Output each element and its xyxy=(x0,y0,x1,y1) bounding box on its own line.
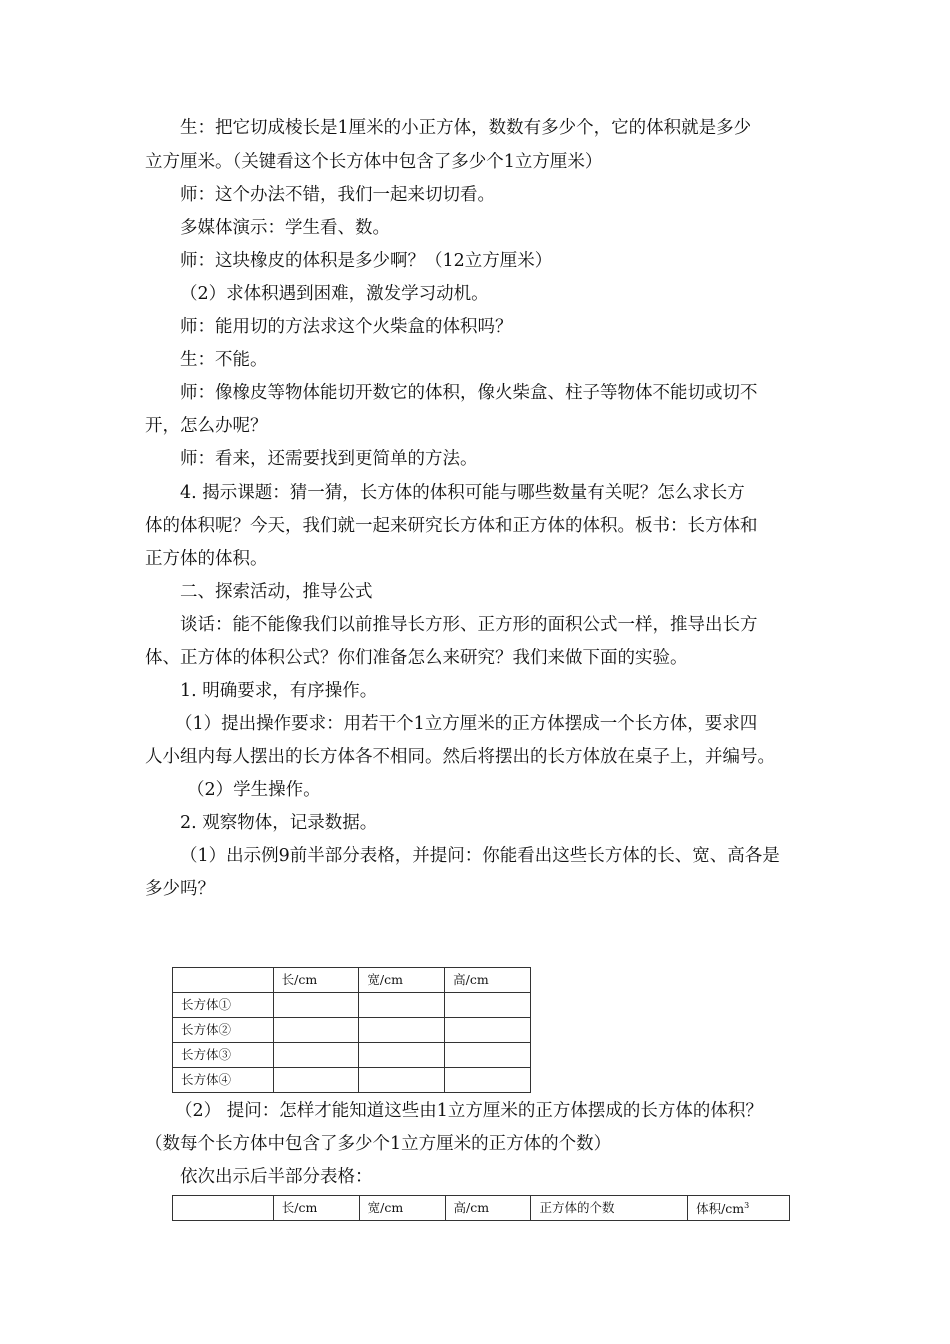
paragraph: （2）求体积遇到困难，激发学习动机。 xyxy=(180,284,489,304)
table-cell xyxy=(445,993,531,1018)
paragraph: 4. 揭示课题：猜一猜，长方体的体积可能与哪些数量有关呢？怎么求长方 xyxy=(180,483,745,503)
table-header-cell: 正方体的个数 xyxy=(531,1196,688,1221)
section-heading: 二、探索活动，推导公式 xyxy=(180,582,373,602)
paragraph: 2. 观察物体，记录数据。 xyxy=(180,813,378,833)
paragraph: 体的体积呢？今天，我们就一起来研究长方体和正方体的体积。板书：长方体和 xyxy=(145,516,758,536)
table-dimensions xyxy=(172,967,531,1093)
table-cell xyxy=(359,1018,445,1043)
table-header-row xyxy=(173,968,531,993)
volume-header-label: 体积/cm xyxy=(696,1201,745,1217)
table-cell: 长方体③ xyxy=(173,1043,274,1068)
paragraph: 师：看来，还需要找到更简单的方法。 xyxy=(180,449,478,469)
table-cell: 长方体④ xyxy=(173,1068,274,1093)
table-row xyxy=(173,1018,531,1043)
paragraph: （1）提出操作要求：用若干个1立方厘米的正方体摆成一个长方体，要求四 xyxy=(175,714,758,734)
paragraph: （1）出示例9前半部分表格，并提问：你能看出这些长方体的长、宽、高各是 xyxy=(180,846,780,866)
table-cell: 长方体② xyxy=(173,1018,274,1043)
table-cell xyxy=(359,1068,445,1093)
paragraph: （2） 提问：怎样才能知道这些由1立方厘米的正方体摆成的长方体的体积？ xyxy=(175,1101,763,1121)
table-header-cell: 宽/cm xyxy=(359,968,445,993)
paragraph: 师：这个办法不错，我们一起来切切看。 xyxy=(180,185,495,205)
paragraph: 正方体的体积。 xyxy=(145,549,268,569)
table-cell: 长方体① xyxy=(173,993,274,1018)
table-volume xyxy=(172,1195,790,1221)
paragraph: 师：像橡皮等物体能切开数它的体积，像火柴盒、柱子等物体不能切或切不 xyxy=(180,383,758,403)
table-row xyxy=(173,1043,531,1068)
paragraph: 生：不能。 xyxy=(180,350,268,370)
table-header-cell: 长/cm xyxy=(273,968,359,993)
table-row xyxy=(173,993,531,1018)
table-cell xyxy=(273,1043,359,1068)
table-cell xyxy=(273,1068,359,1093)
table-header-cell: 宽/cm xyxy=(359,1196,445,1221)
paragraph: 师：能用切的方法求这个火柴盒的体积吗？ xyxy=(180,317,513,337)
paragraph: 1. 明确要求，有序操作。 xyxy=(180,681,378,701)
table-cell xyxy=(273,993,359,1018)
table-header-cell: 高/cm xyxy=(445,968,531,993)
table-cell xyxy=(445,1018,531,1043)
table-header-cell xyxy=(173,1196,274,1221)
table-cell xyxy=(445,1068,531,1093)
paragraph: 多媒体演示：学生看、数。 xyxy=(180,218,390,238)
table-header-cell: 长/cm xyxy=(273,1196,359,1221)
paragraph: 多少吗？ xyxy=(145,879,215,899)
table-header-row xyxy=(173,1196,790,1221)
table-header-cell xyxy=(688,1196,790,1221)
paragraph: 依次出示后半部分表格： xyxy=(180,1167,373,1187)
table-cell xyxy=(445,1043,531,1068)
paragraph: 人小组内每人摆出的长方体各不相同。然后将摆出的长方体放在桌子上，并编号。 xyxy=(145,747,775,767)
paragraph: （2）学生操作。 xyxy=(187,780,321,800)
volume-unit-superscript: 3 xyxy=(744,1201,750,1211)
table-cell xyxy=(359,993,445,1018)
table-cell xyxy=(273,1018,359,1043)
paragraph: 师：这块橡皮的体积是多少啊？（12立方厘米） xyxy=(180,251,553,271)
table-row xyxy=(173,1068,531,1093)
paragraph: 开，怎么办呢？ xyxy=(145,416,268,436)
paragraph: 体、正方体的体积公式？你们准备怎么来研究？我们来做下面的实验。 xyxy=(145,648,688,668)
paragraph: 立方厘米。（关键看这个长方体中包含了多少个1立方厘米） xyxy=(145,152,603,172)
paragraph: （数每个长方体中包含了多少个1立方厘米的正方体的个数） xyxy=(145,1134,612,1154)
paragraph: 生：把它切成棱长是1厘米的小正方体，数数有多少个，它的体积就是多少 xyxy=(180,118,752,138)
paragraph: 谈话：能不能像我们以前推导长方形、正方形的面积公式一样，推导出长方 xyxy=(180,615,758,635)
table-header-cell: 高/cm xyxy=(445,1196,531,1221)
table-cell xyxy=(359,1043,445,1068)
table-header-cell xyxy=(173,968,274,993)
